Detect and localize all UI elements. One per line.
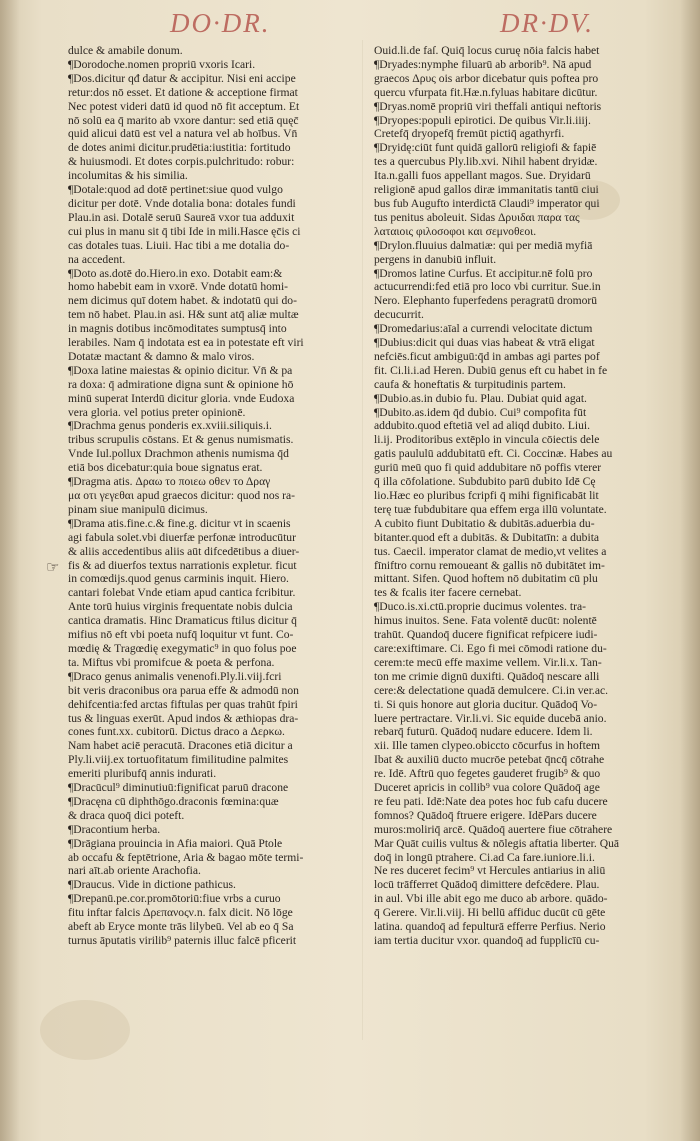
text-line: tus penitus aboleuit. Sidas Δρυιδαι παρα τας: [374, 210, 580, 224]
text-line: Ante torū huius virginis frequentate nobis dulcia: [68, 600, 293, 614]
text-line: Nero. Elephanto fuperfedens peragratū dromorū: [374, 294, 598, 308]
text-line: quercu vfurpata fit.Hæ.n.fyluas habitare dicūtur.: [374, 85, 598, 99]
text-line: ¶Dromos latine Curfus. Et accipitur.nē folū pro: [374, 266, 593, 280]
text-line: cones funt.xx. cubitorū. Dictus draco a Δερκω.: [68, 725, 285, 739]
text-line: cui plus in manu sit q̄ tibi Ide in mili.Hasce ęc̄is ci: [68, 224, 301, 238]
text-line: himus inuitos. Sene. Fata volentē ducūt: nolentē: [374, 614, 597, 628]
text-line: ti. Si quis honore aut gloria ducitur. Quādoq̄ Vo-: [374, 697, 598, 711]
text-line: Mar Quāt cuilis vultus & nōlegis aftatia liberter. Quā: [374, 836, 620, 850]
text-line: ¶Doto as.dotē do.Hiero.in exo. Dotabit eam:&: [68, 266, 283, 280]
text-line: ¶Dotale:quod ad dotē pertinet:siue quod vulgo: [68, 183, 283, 197]
text-line: tus. Caecil. imperator clamat de medio,vt velites a: [374, 544, 607, 558]
text-line: ¶Drylon.fluuius dalmatiæ: qui per mediā myfiā: [374, 238, 593, 252]
text-line: mœdię & Tragœdię exegymatic⁹ in quo folus poe: [68, 641, 297, 655]
text-line: retur:dos nō esset. Et datione & acceptione firmat: [68, 85, 298, 99]
text-line: ¶Draucus. Vide in dictione pathicus.: [68, 878, 236, 892]
text-line: Ouid.li.de faſ. Quiq̄ locus curuę nōia falcis habet: [374, 44, 600, 57]
text-line: in magnis dotibus incōmoditates sumptusq̄ into: [68, 322, 287, 336]
text-line: ¶Dos.dicitur qđ datur & accipitur. Nisi eni accipe: [68, 71, 296, 85]
text-line: dulce & amabile donum.: [68, 44, 183, 57]
text-line: etiā bos dicebatur:quia boue signatus erat.: [68, 461, 263, 475]
text-line: muros:moliriq̄ arcē. Quādoq̄ auertere fiue cōtrahere: [374, 822, 613, 836]
text-line: terę tuæ fubdubitare qua effem erga illū voluntate.: [374, 502, 607, 516]
text-line: abeft ab Eryce monte trās lilybeū. Vel ab eo q̄ Sa: [68, 920, 294, 934]
text-line: ta. Miftus vbi promifcue & poeta & perfona.: [68, 655, 275, 669]
text-line: nari aīt.ab oriente Arachofia.: [68, 864, 201, 878]
text-line: fomnos? Quādoq̄ ftruere erigere. IdēPars ducere: [374, 808, 597, 822]
left-text-column: [68, 44, 366, 948]
text-line: ¶Duco.is.xi.ctū.proprie ducimus volentes. tra-: [374, 600, 586, 614]
text-line: minū superat Interdū dicitur gloria. vnde Eudoxa: [68, 391, 295, 405]
text-line: luere pertractare. Vir.li.vi. Sic equide ducebā anio.: [374, 711, 607, 725]
text-line: cas dotales tuas. Liuii. Hac tibi a me dotalia do-: [68, 238, 290, 252]
text-line: tus & linguas exerūt. Apud indos & æthiopas dra-: [68, 711, 299, 725]
running-header-right: DR·DV.: [500, 8, 595, 38]
text-line: & draca quoq̄ dici poteft.: [68, 808, 185, 822]
text-line: Nec potest videri datū id quod nō fit acceptum. Et: [68, 99, 300, 113]
text-line: caufa & honeftatis & turpitudinis partem.: [374, 377, 566, 391]
text-line: dicitur per dotē. Vnde dotalia bona: dotales fundi: [68, 196, 296, 210]
text-line: & aliis accedentibus aliis aūt difcedētibus a diuer-: [68, 544, 300, 558]
text-line: lio.Hæc eo pluribus fcripfi q̄ mihi fignificabāt lit: [374, 489, 599, 502]
text-line: care:exiftimare. Ci. Ego fi mei cōmodi ratione du-: [374, 641, 607, 655]
text-line: locū trāfferret Quādoq̄ dimittere defcēdere. Plau.: [374, 878, 600, 892]
text-line: xii. Ille tamen clypeo.obiccto cōcurfus in hoftem: [374, 739, 601, 753]
text-line: fit. Ci.li.i.ad Heren. Dubiū genus eft cu habet in fe: [374, 363, 608, 377]
text-line: q̄ illa cōfolatione. Subdubito parū dubito Idē Cę: [374, 475, 596, 489]
text-line: ¶Draco genus animalis venenofi.Ply.li.viij.fcri: [68, 669, 282, 683]
text-line: doq̄ in longū ptrahere. Ci.ad Ca fare.iuniore.li.i.: [374, 850, 595, 864]
text-line: mifius nō eft vbi poeta nufq̄ loquitur vt funt. Co-: [68, 628, 294, 642]
text-line: vera gloria. vel potius preter opinionē.: [68, 405, 246, 419]
text-line: tem nō habet. Plau.in asi. H& sunt atq̄ aliæ multæ: [68, 308, 299, 322]
text-line: Dotatæ mactant & damno & malo viros.: [68, 349, 255, 363]
text-line: Ne res duceret fecim⁹ vt Hercules antiarius in aliū: [374, 864, 606, 878]
text-line: ¶Dubius:dicit qui duas vias habeat & vtrā eligat: [374, 336, 595, 350]
text-line: ton me crimie dignū duxifti. Quādoq̄ nescare alli: [374, 669, 600, 683]
text-line: dehifcentia:fed arctas fiftulas per quas trahūt fpiri: [68, 697, 298, 711]
text-line: tes & fcalis iter facere cernebat.: [374, 586, 522, 600]
text-line: Duceret apricis in collib⁹ vua colore Quādoq̄ age: [374, 781, 600, 795]
text-line: Nam habet aciē peracutā. Dracones etiā dicitur a: [68, 739, 293, 753]
text-line: graecos Δρυς ois arbor dicebatur quis poftea pro: [374, 71, 599, 85]
text-line: fīniftro cornu remoueant & gallis nō dubitātet im-: [374, 558, 605, 572]
text-line: bit veris draconibus ora parua effe & admodū non: [68, 683, 299, 697]
text-line: nō solū ea q̄ marito ab vxore dantur: sed etiā quęc̄: [68, 113, 299, 127]
right-text-column: [374, 44, 672, 948]
text-line: ¶Drachma genus ponderis ex.xviii.siliquis.i.: [68, 419, 272, 433]
text-line: lerabiles. Nam q̄ indotata est ea in potestate eft viri: [68, 336, 304, 350]
text-line: ¶Dracęna cū diphthōgo.draconis fœmina:quæ: [68, 794, 279, 808]
text-line: nem dicimus quī dotem habet. & indotatū qui do-: [68, 294, 297, 308]
text-line: emeriti pluribufq̄ annis indurati.: [68, 767, 217, 781]
text-line: gatis paululū addubitatū eft. Ci. Coccinæ. Habes au: [374, 447, 613, 461]
text-line: in aul. Vbi ille abit ego me duco ab arbore. quādo-: [374, 892, 608, 906]
text-line: ¶Dorodoche.nomen propriū vxoris Icari.: [68, 57, 256, 71]
page-edge-shadow-left: [0, 0, 20, 1141]
text-line: ¶Dubio.as.in dubio fu. Plau. Dubiat quid agat.: [374, 391, 587, 405]
text-line: incolumitas & his similia.: [68, 169, 188, 183]
text-line: agi fabula solet.vbi diuerfæ perfonæ introducūtur: [68, 530, 296, 544]
running-header-left: DO·DR.: [170, 8, 271, 38]
text-line: addubito.quod eftetiā vel ad aliqd dubito. Liui.: [374, 419, 591, 433]
text-line: fis & ad diuerfos textus narrationis expletur. ficut: [68, 558, 297, 572]
text-line: ¶Drāgiana prouincia in Afia maiori. Quā Ptole: [68, 836, 283, 850]
text-line: de dotes animi dicitur.prudētia:iustitia: fortitudo: [68, 141, 291, 155]
text-line: ¶Dryas.nomē propriū viri theffali antiqui neftoris: [374, 99, 602, 113]
text-line: li.ij. Proditoribus extēplo in vincula cōiectis dele: [374, 433, 600, 447]
text-line: cantica dramatis. Hinc Dramaticus ftilus dicitur q̄: [68, 614, 297, 628]
page-edge-shadow-right: [680, 0, 700, 1141]
text-line: na accedent.: [68, 252, 126, 266]
text-line: ¶Dragma atis. Δραω το ποιεω οθεν το Δραγ: [68, 475, 271, 489]
text-line: tes a quercubus Ply.lib.xvi. Nihil habent dryidæ.: [374, 155, 598, 169]
text-line: religionē apud gallos diræ immanitatis tantū ciui: [374, 183, 599, 197]
text-line: fitu inftar falcis Δρεπανοςν.n. falx dicit. Nō lōge: [68, 906, 293, 920]
text-line: nefciēs.ficut ambiguū:q̄d in ambas agi partes pof: [374, 349, 600, 363]
text-line: ¶Dryidę:ciūt funt quidā gallorū religiofi & fapiē: [374, 141, 597, 155]
text-line: iam tertia ducitur vxor. quandoq̄ ad fupplicīū cu-: [374, 934, 600, 947]
text-line: q̄ Gerere. Vir.li.viij. Hi bellū affiduc ducūt cū gēte: [374, 906, 606, 920]
text-line: cere:& delectatione quadā demulcere. Ci.in ver.ac.: [374, 683, 609, 697]
text-line: A cubito fiunt Dubitatio & dubitās.aduerbia du-: [374, 516, 595, 530]
text-line: cantari folebat Vnde etiam apud cantica fcribitur.: [68, 586, 296, 600]
text-line: ab occafu & feptētrione, Aria & bagao mōte termi-: [68, 850, 304, 864]
text-line: trahūt. Quandoq̄ ducere fignificat refpicere iudi-: [374, 628, 598, 642]
text-line: ¶Dracūcul⁹ diminutiuū:fignificat paruū dracone: [68, 781, 289, 795]
text-line: re. Idē. Aftrū quo fegetes gauderet frugib⁹ & quo: [374, 767, 601, 781]
margin-pointing-hand-icon: ☞: [46, 560, 60, 576]
paper-stain: [40, 1000, 130, 1060]
text-line: tribus scrupulis cōstans. Et & genus numismatis.: [68, 433, 294, 447]
text-line: Plau.in asi. Dotalē seruū Saureā vxor tua adduxit: [68, 210, 295, 224]
text-line: quid alicui datū est vel a natura vel ab hoībus. Vn̄: [68, 127, 298, 141]
text-line: bitanter.quod eft a dubitās. & Dubitatīn: a dubita: [374, 530, 600, 544]
text-line: homo habebit eam in vxorē. Vnde dotatū homi-: [68, 280, 289, 294]
text-line: ¶Dracontium herba.: [68, 822, 161, 836]
text-line: ¶Doxa latine maiestas & opinio dicitur. Vn̄ & pa: [68, 363, 293, 377]
text-line: in comœdijs.quod genus carminis inquit. Hiero.: [68, 572, 289, 586]
text-line: turnus āputatis virilib⁹ paternis illuc falcē pficerit: [68, 934, 297, 947]
text-line: re feu pati. Idē:Nate dea potes hoc fub cafu ducere: [374, 794, 608, 808]
text-line: μα οτι γεγεθαι apud graecos dicitur: quod nos ra-: [68, 489, 295, 502]
text-line: Ply.li.viij.ex tortuofitatum fimilitudine palmites: [68, 753, 289, 767]
text-line: λαταιοις φιλοσοφοι και σεμνοθεοι.: [374, 224, 537, 238]
text-line: Ita.n.galli fuos appellant magos. Sue. Dryidarū: [374, 169, 591, 183]
text-line: decucurrit.: [374, 308, 424, 322]
text-line: Vnde Iul.pollux Drachmon athenis numisma q̄d: [68, 447, 289, 461]
text-line: cerem:te mecū effe maxime vellem. Vir.li.x. Tan-: [374, 655, 602, 669]
text-line: rebarq̄ futurū. Quādoq̄ nudare educere. Idem li.: [374, 725, 593, 739]
text-line: mittant. Sifen. Quod hoftem nō dubitatim cū plu: [374, 572, 598, 586]
text-line: pergens in danubiū influit.: [374, 252, 497, 266]
text-line: Ibat & auxiliū ducto mucrōe petebat q̄ncq̄ cōtrahe: [374, 753, 605, 767]
text-line: ¶Dromedarius:aīal a currendi velocitate dictum: [374, 322, 593, 336]
text-line: guriū meū quo fi quid addubitare nō poffis vterer: [374, 461, 602, 475]
text-line: latina. quandoq̄ ad fepulturā efferre Perfius. Nerio: [374, 920, 606, 934]
text-line: ¶Drepanū.pe.cor.promōtoriū:fiue vrbs a curuo: [68, 892, 281, 906]
text-line: actucurrendi:fed etiā pro loco vbi curritur. Sue.in: [374, 280, 601, 294]
text-line: ¶Dryopes:populi epirotici. De quibus Vir.li.iiij.: [374, 113, 591, 127]
text-line: ¶Dubito.as.idem q̄d dubio. Cui⁹ compofita fūt: [374, 405, 587, 419]
text-line: & huiusmodi. Et dotes corpis.pulchritudo: robur:: [68, 155, 295, 169]
text-line: ¶Dryades:nymphe filuarū ab arborib⁹. Nā apud: [374, 57, 592, 71]
text-line: Cretefq̄ dryopefq̄ fremūt pictiq̄ agathyrfi.: [374, 127, 565, 141]
text-line: ¶Drama atis.fine.c.& fine.g. dicitur vt in scaenis: [68, 516, 291, 530]
text-line: ra doxa: q̄ admiratione digna sunt & opinione hō: [68, 377, 294, 391]
text-line: bus fub Augufto interdictā Claudi⁹ imperator qui: [374, 196, 600, 210]
text-line: pinam siue manipulū dicimus.: [68, 502, 208, 516]
